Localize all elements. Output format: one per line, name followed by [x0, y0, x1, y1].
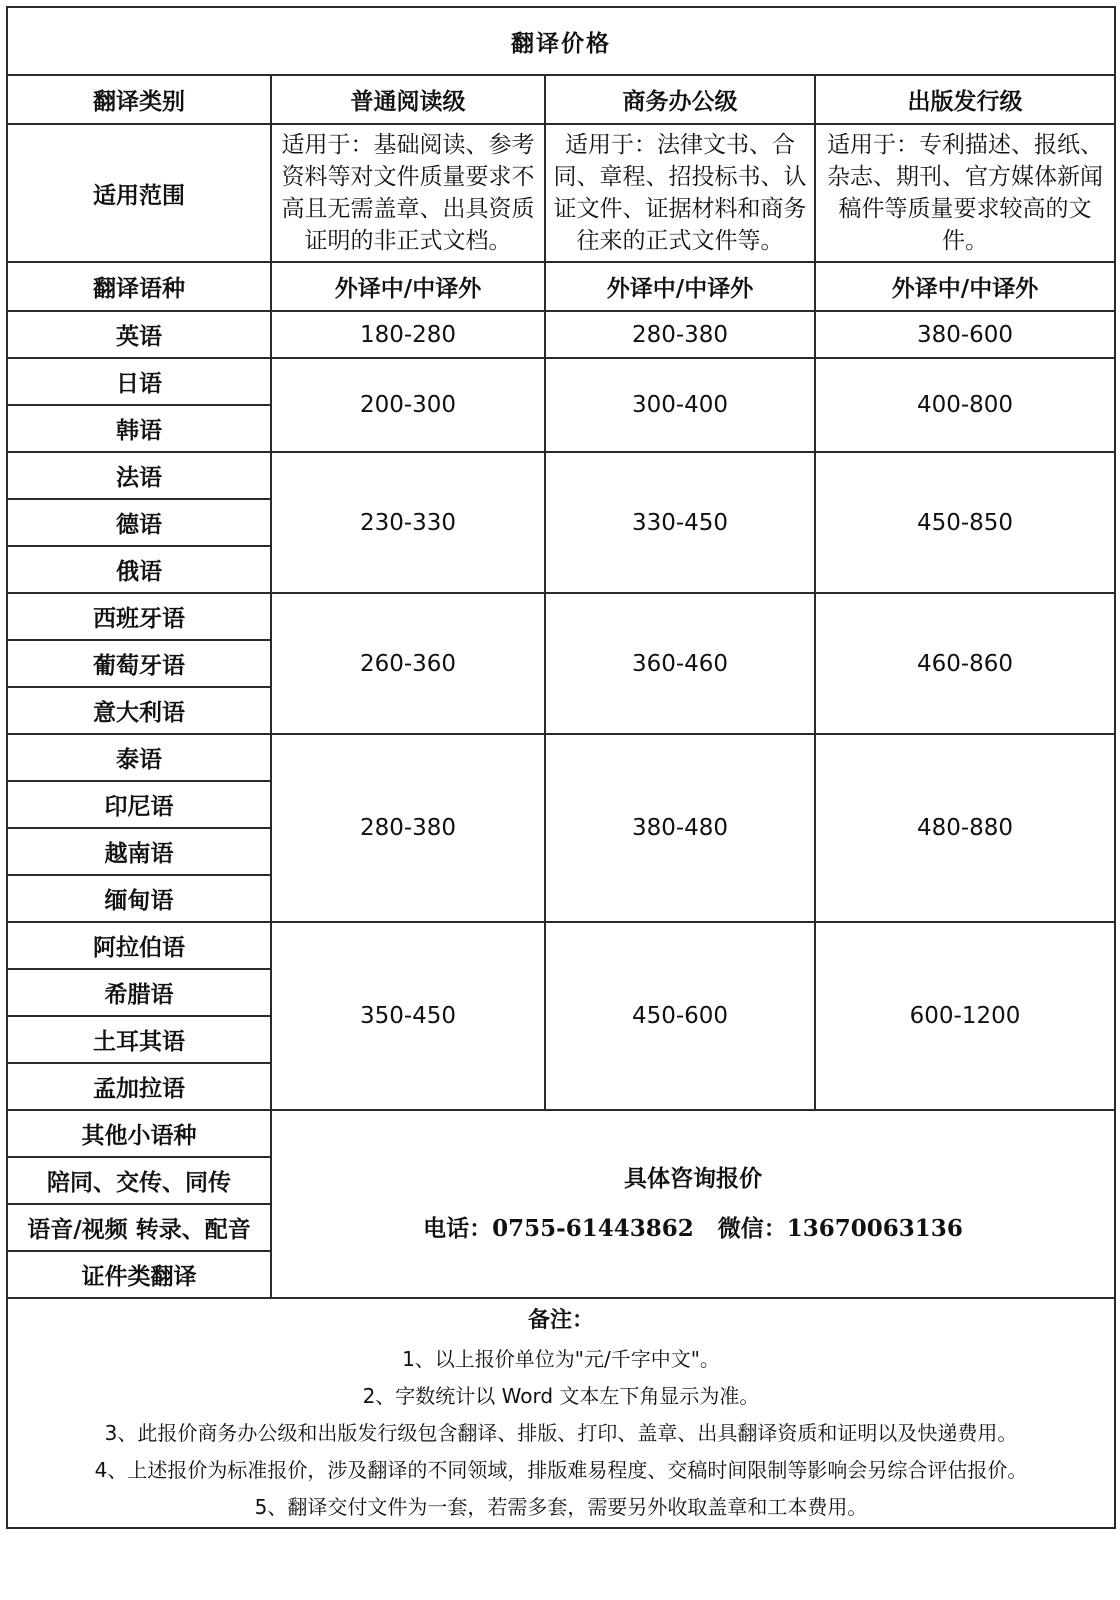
- scope-description: 适用于：基础阅读、参考资料等对文件质量要求不高且无需盖章、出具资质证明的非正式文档。: [271, 124, 545, 262]
- price-cell: 180-280: [271, 311, 545, 358]
- direction-value: 外译中/中译外: [545, 262, 815, 311]
- language-name: 俄语: [7, 546, 271, 593]
- language-row: [7, 311, 1115, 358]
- price-cell: 380-480: [545, 734, 815, 922]
- language-row: [7, 358, 1115, 405]
- language-row: [7, 452, 1115, 499]
- language-name: 印尼语: [7, 781, 271, 828]
- tier-header: 出版发行级: [815, 75, 1115, 124]
- price-table: [6, 6, 1116, 1529]
- language-name: 法语: [7, 452, 271, 499]
- price-cell: 330-450: [545, 452, 815, 593]
- language-name: 日语: [7, 358, 271, 405]
- language-row: [7, 593, 1115, 640]
- language-name: 德语: [7, 499, 271, 546]
- contact-cell: [271, 1110, 1115, 1298]
- direction-label: 翻译语种: [7, 262, 271, 311]
- direction-value: 外译中/中译外: [271, 262, 545, 311]
- price-cell: 460-860: [815, 593, 1115, 734]
- language-name: 英语: [7, 311, 271, 358]
- scope-description: 适用于：专利描述、报纸、杂志、期刊、官方媒体新闻稿件等质量要求较高的文件。: [815, 124, 1115, 262]
- price-cell: 360-460: [545, 593, 815, 734]
- language-name: 葡萄牙语: [7, 640, 271, 687]
- language-name: 孟加拉语: [7, 1063, 271, 1110]
- language-name: 阿拉伯语: [7, 922, 271, 969]
- header-row: [7, 75, 1115, 124]
- price-cell: 350-450: [271, 922, 545, 1110]
- notes-section: [7, 1298, 1115, 1528]
- category-label: 翻译类别: [7, 75, 271, 124]
- language-name: 泰语: [7, 734, 271, 781]
- direction-value: 外译中/中译外: [815, 262, 1115, 311]
- language-name: 意大利语: [7, 687, 271, 734]
- language-name: 希腊语: [7, 969, 271, 1016]
- price-cell: 480-880: [815, 734, 1115, 922]
- tier-header: 普通阅读级: [271, 75, 545, 124]
- price-cell: 300-400: [545, 358, 815, 452]
- contact-info: 电话：0755-61443862 微信：13670063136: [423, 1215, 963, 1242]
- other-service-row: [7, 1110, 1115, 1157]
- price-cell: 280-380: [545, 311, 815, 358]
- language-name: 西班牙语: [7, 593, 271, 640]
- scope-label: 适用范围: [7, 124, 271, 262]
- price-cell: 450-850: [815, 452, 1115, 593]
- note-item: 2、字数统计以 Word 文本左下角显示为准。: [362, 1383, 760, 1408]
- scope-description: 适用于：法律文书、合同、章程、招投标书、认证文件、证据材料和商务往来的正式文件等。: [545, 124, 815, 262]
- notes-title: 备注：: [527, 1307, 594, 1333]
- price-cell: 380-600: [815, 311, 1115, 358]
- language-name: 缅甸语: [7, 875, 271, 922]
- price-cell: 600-1200: [815, 922, 1115, 1110]
- note-item: 4、上述报价为标准报价，涉及翻译的不同领域，排版难易程度、交稿时间限制等影响会另综合评估报价。: [94, 1457, 1028, 1482]
- language-name: 土耳其语: [7, 1016, 271, 1063]
- other-service-name: 陪同、交传、同传: [7, 1157, 271, 1204]
- price-sheet: [6, 6, 1114, 1594]
- language-row: [7, 922, 1115, 969]
- language-name: 越南语: [7, 828, 271, 875]
- notes-row: [7, 1298, 1115, 1528]
- consult-text: 具体咨询报价: [624, 1166, 762, 1192]
- price-cell: 230-330: [271, 452, 545, 593]
- note-item: 5、翻译交付文件为一套，若需多套，需要另外收取盖章和工本费用。: [254, 1494, 868, 1519]
- language-name: 韩语: [7, 405, 271, 452]
- other-service-name: 其他小语种: [7, 1110, 271, 1157]
- page-title: 翻译价格: [7, 7, 1115, 75]
- note-item: 3、此报价商务办公级和出版发行级包含翻译、排版、打印、盖章、出具翻译资质和证明以及快递费用。: [104, 1420, 1018, 1445]
- note-item: 1、以上报价单位为"元/千字中文"。: [402, 1346, 720, 1371]
- direction-row: [7, 262, 1115, 311]
- price-cell: 400-800: [815, 358, 1115, 452]
- price-cell: 280-380: [271, 734, 545, 922]
- price-cell: 450-600: [545, 922, 815, 1110]
- tier-header: 商务办公级: [545, 75, 815, 124]
- other-service-name: 证件类翻译: [7, 1251, 271, 1298]
- scope-row: [7, 124, 1115, 262]
- language-row: [7, 734, 1115, 781]
- price-cell: 200-300: [271, 358, 545, 452]
- other-service-name: 语音/视频 转录、配音: [7, 1204, 271, 1251]
- price-cell: 260-360: [271, 593, 545, 734]
